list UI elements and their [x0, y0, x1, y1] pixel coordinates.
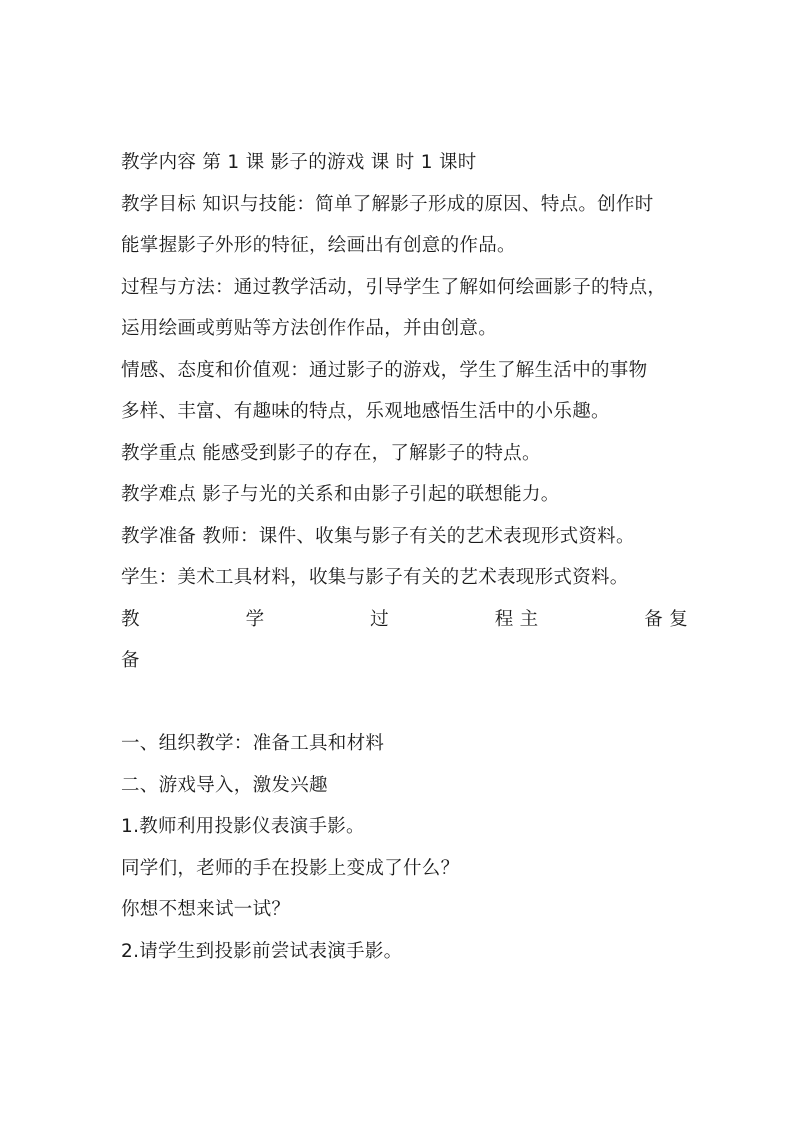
body-line: 你想不想来试一试？ [121, 899, 291, 920]
process-header-cell: 程 主 [494, 609, 539, 630]
body-line: 一、组织教学：准备工具和材料 [121, 733, 385, 754]
body-line: 1.教师利用投影仪表演手影。 [121, 816, 365, 837]
lesson-content-line: 教学内容 第 1 课 影子的游戏 课 时 1 课时 [121, 152, 477, 173]
process-header-row [121, 607, 688, 633]
objective-emotion-line: 情感、态度和价值观：通过影子的游戏，学生了解生活中的事物 [121, 360, 648, 381]
body-line: 二、游戏导入，激发兴趣 [121, 775, 328, 796]
objective-knowledge-line: 教学目标 知识与技能：简单了解影子形成的原因、特点。创作时 [121, 194, 654, 215]
process-header-cell: 教 [121, 609, 140, 630]
objective-process-line-cont: 运用绘画或剪贴等方法创作作品，并由创意。 [121, 318, 498, 339]
teaching-focus-line: 教学重点 能感受到影子的存在，了解影子的特点。 [121, 443, 541, 464]
process-header-cell: 学 [245, 609, 265, 630]
objective-knowledge-line-cont: 能掌握影子外形的特征，绘画出有创意的作品。 [121, 235, 516, 256]
objective-emotion-line-cont: 多样、丰富、有趣味的特点，乐观地感悟生活中的小乐趣。 [121, 401, 610, 422]
body-line: 2.请学生到投影前尝试表演手影。 [121, 941, 403, 962]
objective-process-line: 过程与方法：通过教学活动，引导学生了解如何绘画影子的特点， [121, 277, 667, 298]
teaching-prep-student-line: 学生：美术工具材料，收集与影子有关的艺术表现形式资料。 [121, 567, 629, 588]
body-line: 同学们，老师的手在投影上变成了什么？ [121, 858, 460, 879]
process-header-cell: 过 [370, 609, 389, 630]
teaching-prep-teacher-line: 教学准备 教师：课件、收集与影子有关的艺术表现形式资料。 [121, 526, 635, 547]
process-header-cell: 备 复 [644, 609, 688, 630]
process-header-wrap: 备 [121, 650, 140, 671]
teaching-difficulty-line: 教学难点 影子与光的关系和由影子引起的联想能力。 [121, 484, 560, 505]
